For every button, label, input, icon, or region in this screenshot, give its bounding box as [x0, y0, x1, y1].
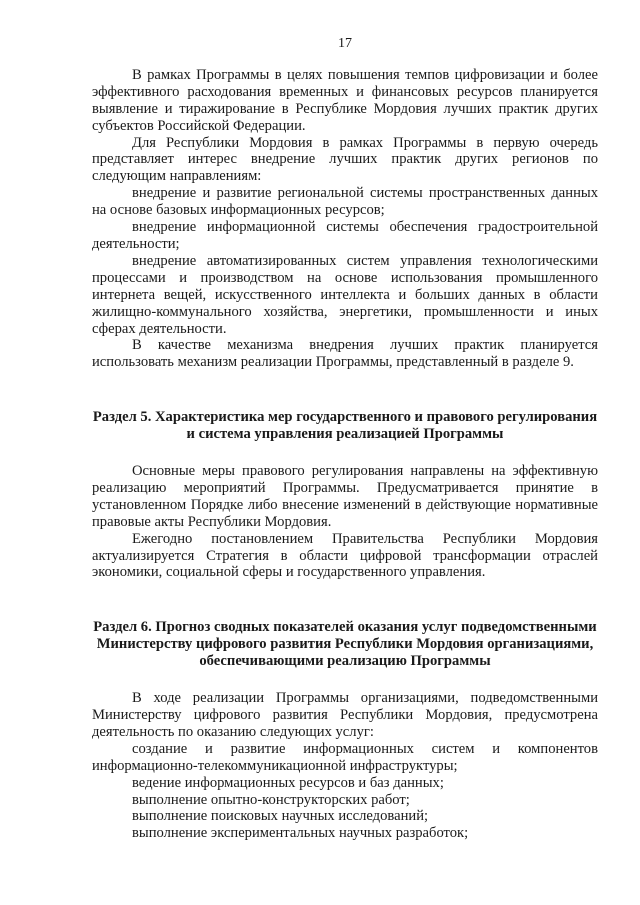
section-5-paragraph: Ежегодно постановлением Правительства Республики Мордовия актуализируется Стратегия в области цифровой трансформации отраслей экономики, социальной сферы и государственного управления.: [92, 530, 598, 581]
section-6-list-item: ведение информационных ресурсов и баз данных;: [132, 774, 444, 791]
document-page: [92, 36, 598, 842]
section-6-list-item: создание и развитие информационных систем и компонентов информационно-телекоммуникационной инфраструктуры;: [92, 740, 598, 774]
section-6-paragraph: В ходе реализации Программы организациями, подведомственными Министерству цифрового развития Республики Мордовия, предусмотрена деятельность по оказанию следующих услуг:: [92, 690, 598, 740]
intro-list-item: внедрение автоматизированных систем управления технологическими процессами и производством на основе использования промышленного интернета вещей, искусственного интеллекта и больших данных в области жилищно-коммунального хозяйства, энергетики, промышленности и иных сферах деятельности.: [92, 252, 598, 337]
intro-closing-paragraph: В качестве механизма внедрения лучших практик планируется использовать механизм реализации Программы, представленный в разделе 9.: [92, 337, 598, 371]
page-number: 17: [338, 36, 352, 51]
section-6-list-item: выполнение опытно-конструкторских работ;: [132, 791, 410, 808]
intro-paragraph: Для Республики Мордовия в рамках Программы в первую очередь представляет интерес внедрение лучших практик других регионов по следующим направлениям:: [92, 134, 598, 185]
section-6-list-item: выполнение экспериментальных научных разработок;: [132, 825, 469, 842]
section-6-list-item: выполнение поисковых научных исследований;: [132, 808, 429, 825]
section-5-paragraph: Основные меры правового регулирования направлены на эффективную реализацию мероприятий Программы. Предусматривается принятие в установленном Порядке либо внесение изменений в действующие нормативные правовые акты Республики Мордовия.: [92, 463, 598, 530]
intro-paragraph: В рамках Программы в целях повышения темпов цифровизации и более эффективного расходования временных и финансовых ресурсов планируется выявление и тиражирование в Республике Мордовия лучших практик других субъектов Российской Федерации.: [92, 66, 598, 134]
intro-list-item: внедрение и развитие региональной системы пространственных данных на основе базовых информационных ресурсов;: [92, 185, 598, 219]
section-6-heading: Раздел 6. Прогноз сводных показателей оказания услуг подведомственными Министерству цифрового развития Республики Мордовия организациями, обеспечивающими реализацию Программы: [93, 619, 597, 670]
section-5-heading: Раздел 5. Характеристика мер государственного и правового регулирования и система управления реализацией Программы: [92, 409, 598, 443]
intro-list-item: внедрение информационной системы обеспечения градостроительной деятельности;: [92, 219, 598, 252]
